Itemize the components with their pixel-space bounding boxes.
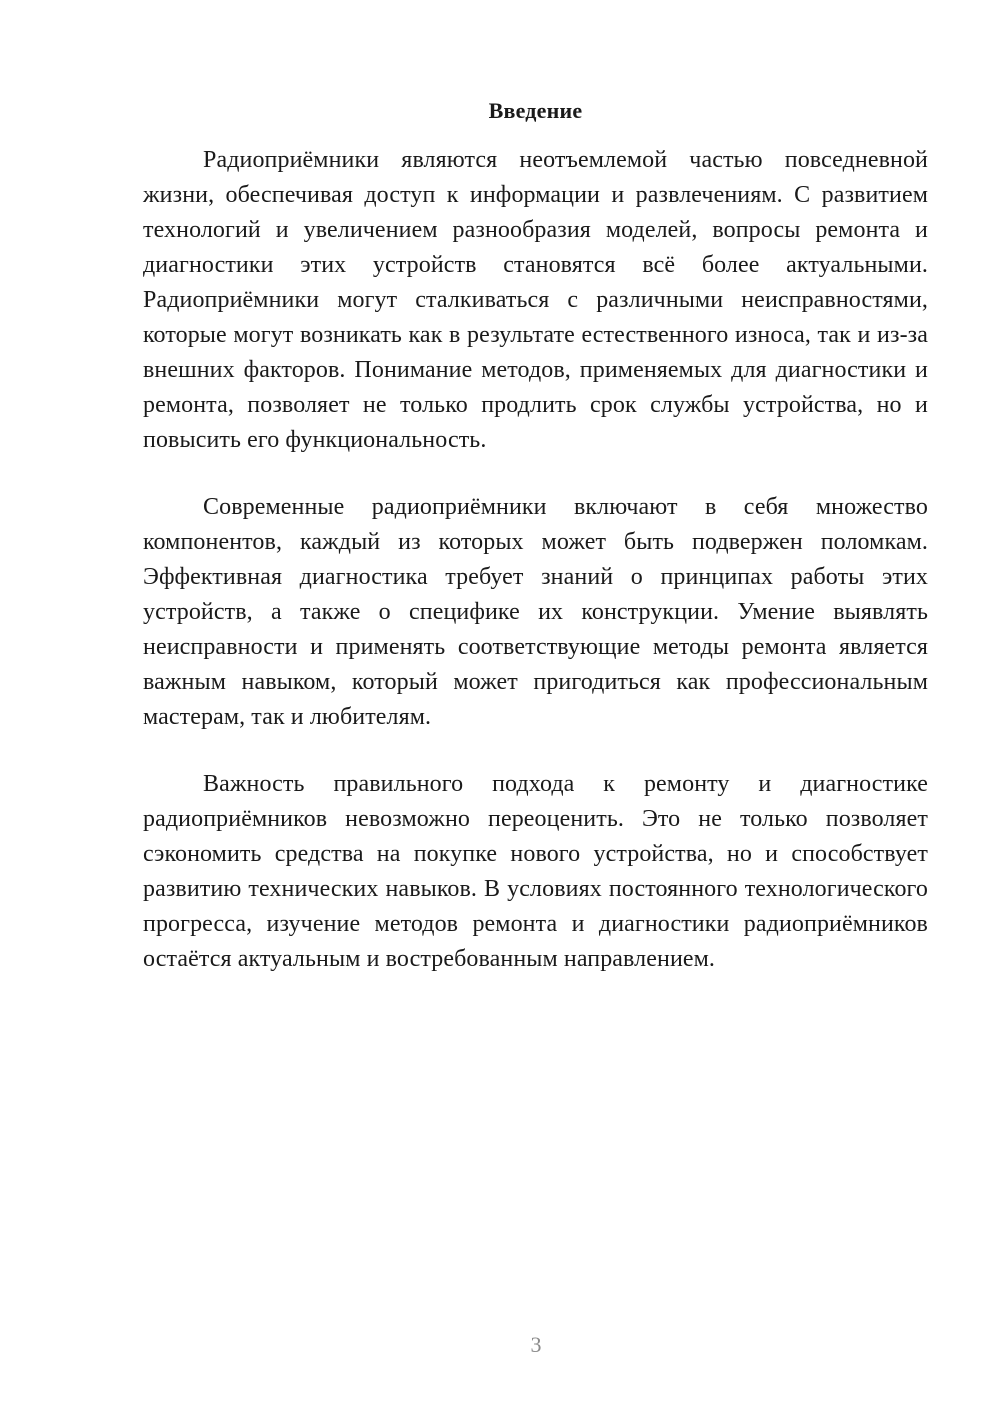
page-number: 3 — [530, 1332, 542, 1357]
paragraph-1: Радиоприёмники являются неотъемлемой частью повседневной жизни, обеспечивая доступ к информации и развлечениям. С развитием технологий и увеличением разнообразия моделей, вопросы ремонта и диагностики этих устройств становятся всё более актуальными. Радиоприёмники могут сталкиваться с различными неисправностями, которые могут возникать как в результате естественного износа, так и из-за внешних факторов. Понимание методов, применяемых для диагностики и ремонта, позволяет не только продлить срок службы устройства, но и повысить его функциональность. — [143, 147, 928, 453]
page-content — [143, 95, 928, 1009]
paragraph-2: Современные радиоприёмники включают в себя множество компонентов, каждый из которых может быть подвержен поломкам. Эффективная диагностика требует знаний о принципах работы этих устройств, а также о специфике их конструкции. Умение выявлять неисправности и применять соответствующие методы ремонта является важным навыком, который может пригодиться как профессиональным мастерам, так и любителям. — [143, 494, 928, 730]
section-title: Введение — [488, 98, 583, 123]
paragraph-3: Важность правильного подхода к ремонту и диагностике радиоприёмников невозможно переоценить. Это не только позволяет сэкономить средства на покупке нового устройства, но и способствует развитию технических навыков. В условиях постоянного технологического прогресса, изучение методов ремонта и диагностики радиоприёмников остаётся актуальным и востребованным направлением. — [143, 771, 928, 972]
